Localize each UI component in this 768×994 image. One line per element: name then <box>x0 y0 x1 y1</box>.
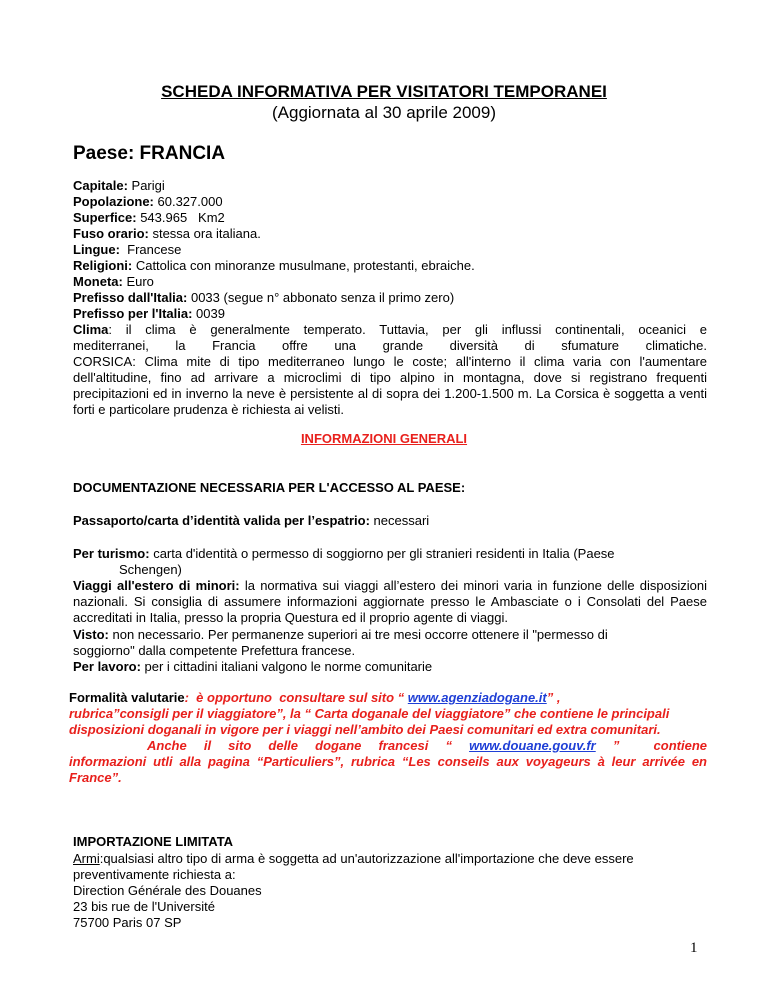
general-info-heading: INFORMAZIONI GENERALI <box>300 431 468 446</box>
address-line-1: Direction Générale des Douanes <box>73 883 262 898</box>
customs-line2: Anche il sito delle dogane francesi “ www.douane.gouv.fr ” contiene <box>147 738 708 753</box>
climate-line1: Clima: il clima è generalmente temperato. Tuttavia, per gli influssi continentali, oceanici e <box>73 322 707 337</box>
douane-link[interactable]: www.douane.gouv.fr <box>469 738 596 753</box>
tourism-block <box>73 546 707 626</box>
fact-population: Popolazione: 60.327.000 <box>73 194 223 209</box>
customs-line1: Formalità valutarie: è opportuno consultare sul sito “ www.agenziadogane.it” , <box>69 690 561 705</box>
work-line: Per lavoro: per i cittadini italiani valgono le norme comunitarie <box>73 659 433 674</box>
climate-corsica: CORSICA: Clima mite di tipo mediterraneo lungo le coste; all'interno il clima varia con l'aumentare dell'altitudine, fino ad arrivare a microclimi di tipo alpino in montagna, dove si registrano frequenti precipitazioni ed in inverno la neve è persistente al di sopra dei 1.200-1.500 m. La Corsica è soggetta a venti forti e particolare prudenza è richiesta ai velisti. <box>73 354 707 417</box>
address-line-3: 75700 Paris 07 SP <box>73 915 182 930</box>
document-subtitle: (Aggiornata al 30 aprile 2009) <box>272 103 496 122</box>
fact-prefix-from-italy: Prefisso dall'Italia: 0033 (segue n° abbonato senza il primo zero) <box>73 290 455 305</box>
tourism-line: Per turismo: carta d'identità o permesso di soggiorno per gli stranieri residenti in Italia (Paese <box>73 546 615 561</box>
country-facts <box>73 178 707 418</box>
fact-capital: Capitale: Parigi <box>73 178 165 193</box>
passport-line: Passaporto/carta d’identità valida per l’espatrio: necessari <box>73 513 430 528</box>
fact-prefix-to-italy: Prefisso per l'Italia: 0039 <box>73 306 225 321</box>
customs-line3: informazioni utli alla pagina “Particuliers”, rubrica “Les conseils aux voyageurs à leur arrivée en France”. <box>69 754 707 785</box>
country-heading: Paese: FRANCIA <box>73 143 226 164</box>
docs-heading: DOCUMENTAZIONE NECESSARIA PER L'ACCESSO AL PAESE: <box>73 480 466 495</box>
visa-line: Visto: non necessario. Per permanenze superiori ai tre mesi occorre ottenere il "permesso di <box>73 627 608 642</box>
fact-languages: Lingue: Francese <box>73 242 182 257</box>
document-title: SCHEDA INFORMATIVA PER VISITATORI TEMPORANEI <box>161 82 607 101</box>
page-number: 1 <box>690 940 698 956</box>
visa-line-cont: soggiorno" dalla competente Prefettura francese. <box>73 643 356 658</box>
fact-religions: Religioni: Cattolica con minoranze musulmane, protestanti, ebraiche. <box>73 258 475 273</box>
agenziadogane-link[interactable]: www.agenziadogane.it <box>407 690 547 705</box>
tourism-line-cont: Schengen) <box>119 562 182 577</box>
fact-currency: Moneta: Euro <box>73 274 154 289</box>
climate-line2: mediterranei, la Francia offre una grande diversità di sfumature climatiche. <box>73 338 707 353</box>
minors-paragraph: Viaggi all'estero di minori: la normativa sui viaggi all’estero dei minori varia in funzione delle disposizioni nazionali. Si consiglia di assumere informazioni aggiornate presso le Ambasciate o i Consolati del Paese accreditati in Italia, presso la propria Questura ed il proprio agente di viaggi. <box>73 578 707 625</box>
fact-timezone: Fuso orario: stessa ora italiana. <box>73 226 261 241</box>
import-heading: IMPORTAZIONE LIMITATA <box>73 834 234 849</box>
fact-area: Superfice: 543.965 Km2 <box>73 210 225 225</box>
visa-block <box>73 627 707 675</box>
address-line-2: 23 bis rue de l'Université <box>73 899 215 914</box>
customs-block <box>69 690 707 786</box>
customs-text: rubrica”consigli per il viaggiatore”, la “ Carta doganale del viaggiatore” che contiene le principali disposizioni doganali in vigore per i viaggi nell’ambito dei Paesi comunitari ed extra comunitari. <box>69 706 670 737</box>
import-block <box>73 851 707 931</box>
arms-paragraph: Armi:qualsiasi altro tipo di arma è soggetta ad un'autorizzazione all'importazione che deve essere preventivamente richiesta a: <box>73 851 634 882</box>
